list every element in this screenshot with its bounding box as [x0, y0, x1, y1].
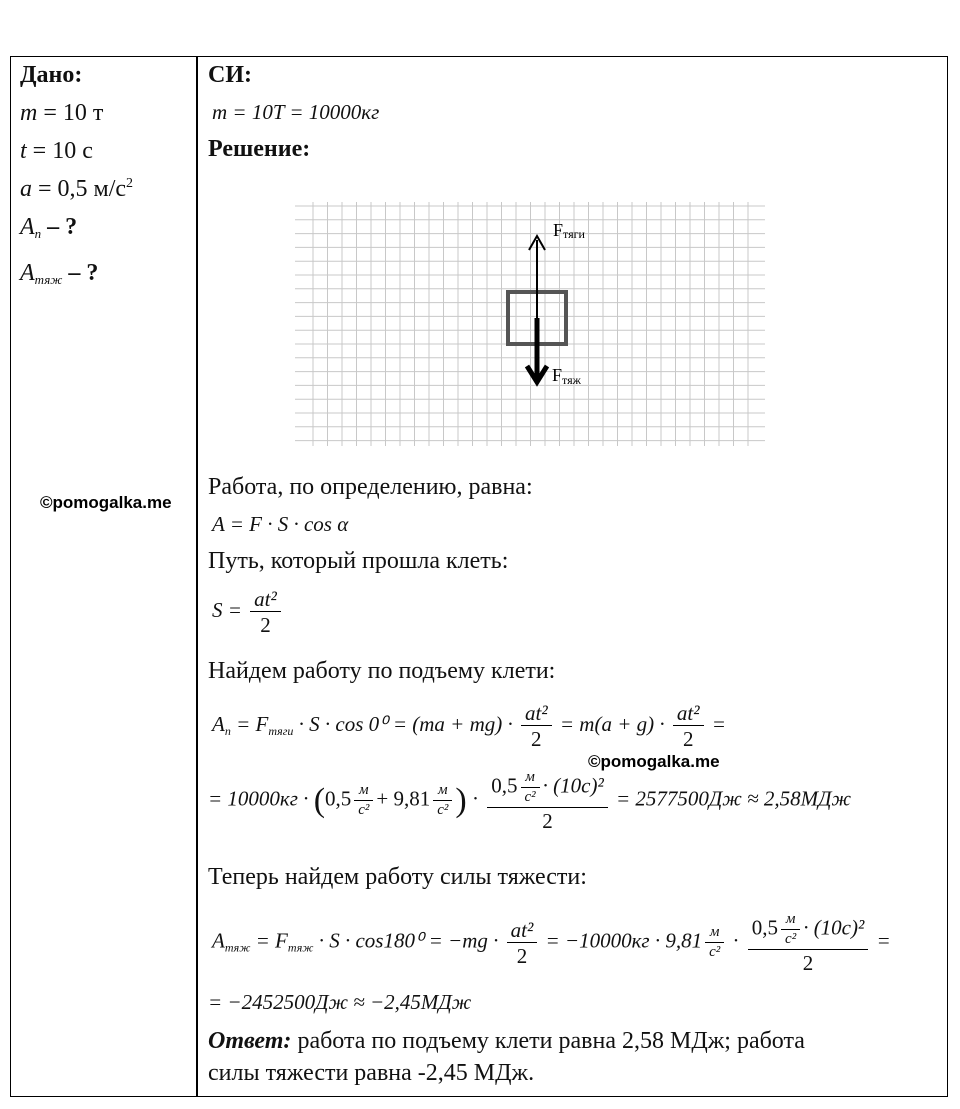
find-atyazh-sub: тяж	[34, 272, 63, 287]
path-lhs: S =	[212, 597, 242, 622]
find-atyazh-question: – ?	[68, 260, 99, 286]
answer-label: Ответ:	[208, 1028, 292, 1054]
find-work-gravity	[20, 260, 98, 288]
force-diagram	[295, 200, 765, 456]
path-text: Путь, который прошла клеть:	[208, 548, 509, 574]
lift-frac-2: $\frac{\text{at²}}{2}$	[673, 702, 704, 750]
lift-work-result: = 2577500Дж ≈ 2,58МДж	[616, 786, 851, 811]
given-acceleration	[20, 176, 133, 203]
watermark-left: ©pomogalka.me	[40, 493, 172, 512]
find-an-sub: n	[34, 226, 42, 241]
traction-force-label: Fтяги	[553, 220, 585, 241]
gravity-work-formula-1: Aтяж = Fтяж · S · cos180⁰ = −mg · $\frac{\text{at²}}{2}$ = −10000кг · 9,81 $\frac{м}{\text{с²}}$ · 0,5 $\frac{м}{\text{с²}}$ · (10с)² 2 =	[212, 911, 891, 975]
work-definition-text: Работа, по определению, равна:	[208, 474, 533, 500]
solution-title: Решение:	[208, 136, 311, 162]
find-an-question: – ?	[47, 214, 78, 240]
given-time-var: t	[20, 138, 27, 164]
given-mass	[20, 100, 103, 127]
given-time	[20, 138, 93, 165]
lift-big-fraction: 0,5 $\frac{м}{\text{с²}}$ · (10с)² 2	[487, 770, 608, 832]
si-conversion: m = 10T = 10000кг	[212, 100, 380, 124]
force-diagram-svg	[295, 200, 765, 456]
answer-line-1	[208, 1028, 805, 1055]
lift-frac-1: $\frac{\text{at²}}{2}$	[521, 702, 552, 750]
work-definition-formula: A = F · S · cos α	[212, 512, 349, 536]
si-title: СИ:	[208, 62, 252, 88]
given-acc-var: a	[20, 176, 32, 202]
find-work-lift	[20, 214, 77, 242]
find-atyazh-var: A	[20, 260, 35, 286]
lift-work-text: Найдем работу по подъему клети:	[208, 658, 556, 684]
path-formula	[212, 588, 284, 636]
column-divider	[196, 56, 198, 1097]
answer-text-1: работа по подъему клети равна 2,58 МДж; работа	[291, 1028, 805, 1054]
given-time-value: = 10 с	[32, 138, 93, 164]
gravity-work-text: Теперь найдем работу силы тяжести:	[208, 864, 587, 890]
given-acc-exp: 2	[126, 176, 134, 191]
given-mass-var: m	[20, 100, 38, 126]
watermark-middle: ©pomogalka.me	[588, 752, 720, 771]
lift-work-formula-2: = 10000кг · (0,5 $\frac{м}{\text{с²}}$ + 9,81 $\frac{м}{\text{с²}}$ ) · 0,5 $\frac{м}{\text{с²}}$ · (10с)² 2 = 2577500Дж ≈ 2,58МДж	[208, 769, 851, 833]
gravity-force-label: Fтяж	[552, 365, 581, 387]
gravity-work-formula-2: = −2452500Дж ≈ −2,45МДж	[208, 990, 472, 1014]
path-fraction: $\frac{\text{at²}}{2}$	[250, 588, 281, 636]
answer-line-2: силы тяжести равна -2,45 МДж.	[208, 1060, 535, 1086]
find-an-var: A	[20, 214, 35, 240]
given-mass-value: = 10 т	[43, 100, 104, 126]
given-title: Дано:	[20, 62, 83, 88]
lift-work-formula-1: An = Fтяги · S · cos 0⁰ = (ma + mg) · $\frac{\text{at²}}{2}$ = m(a + g) · $\frac{\text{at²}}{2}$ =	[212, 701, 726, 752]
given-acc-value: = 0,5 м/с	[38, 176, 127, 202]
